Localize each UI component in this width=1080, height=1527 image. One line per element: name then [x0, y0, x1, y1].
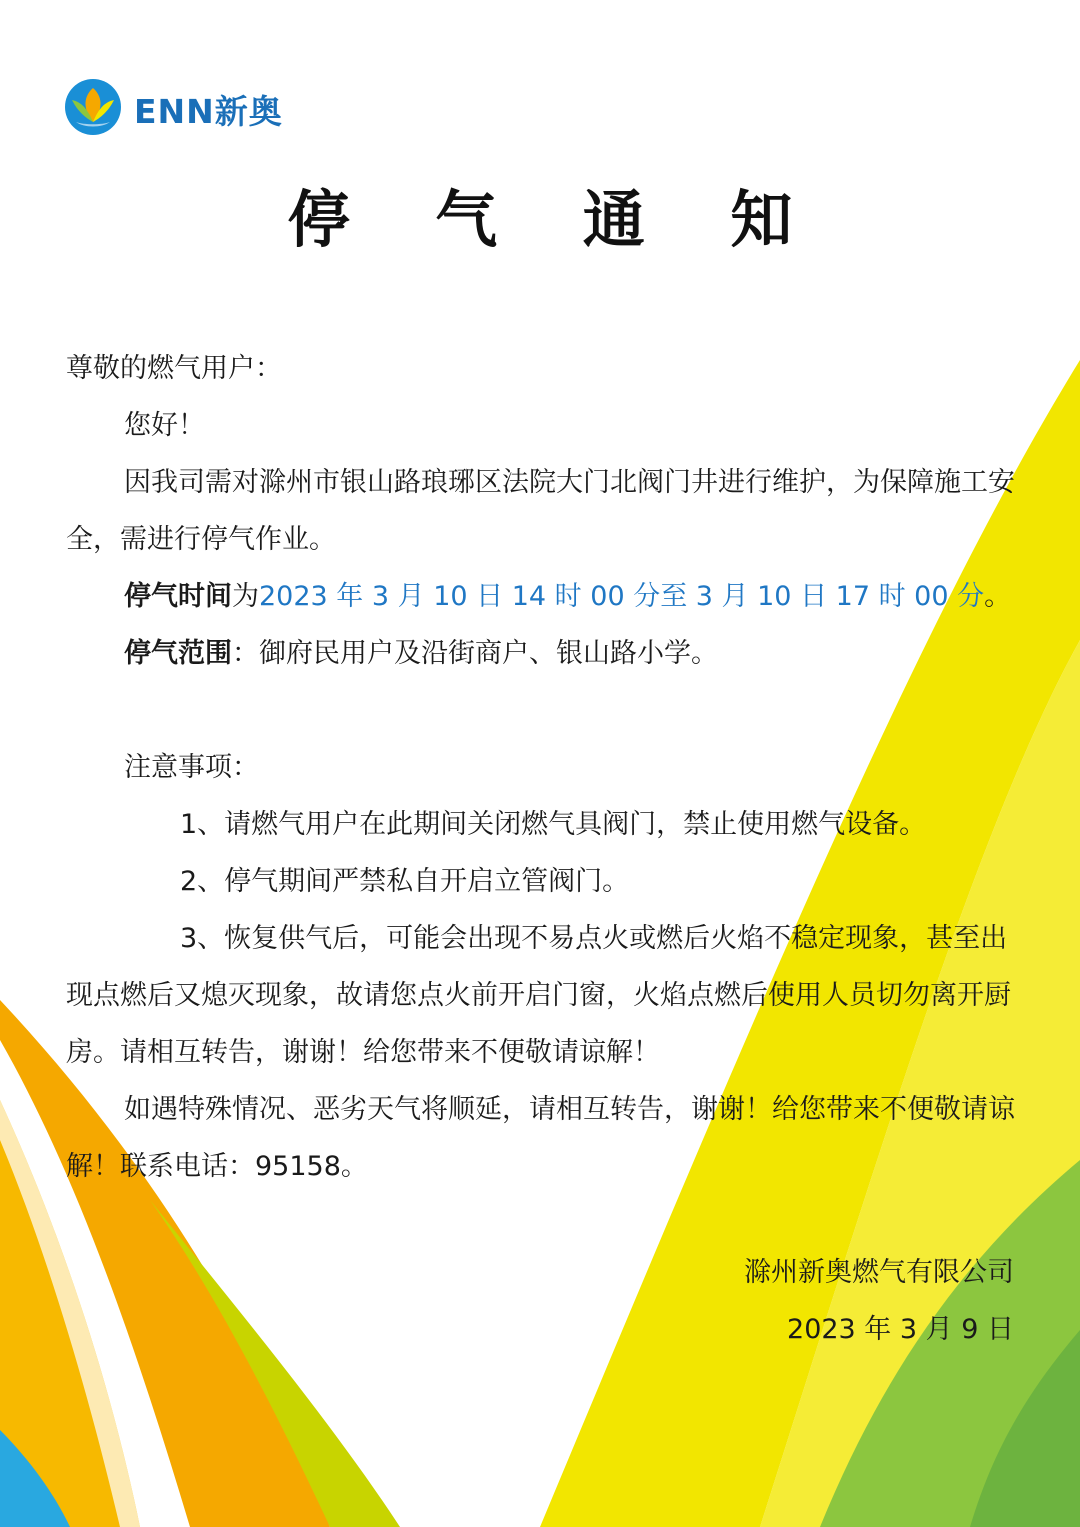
- greeting: 尊敬的燃气用户：: [66, 353, 282, 384]
- company-name: 滁州新奥燃气有限公司: [744, 1257, 1014, 1288]
- signature-block: [744, 1244, 1014, 1358]
- enn-logo: [64, 78, 294, 136]
- intro-paragraph: 因我司需对滁州市银山路琅琊区法院大门北阀门井进行维护，为保障施工安全，需进行停气作业。: [66, 467, 1015, 555]
- closing-paragraph: 如遇特殊情况、恶劣天气将顺延，请相互转告，谢谢！给您带来不便敬请谅解！联系电话：95158。: [66, 1094, 1015, 1182]
- salutation: 您好！: [124, 410, 205, 441]
- notice-body: [66, 340, 1016, 1195]
- outage-time-connector: 为: [232, 581, 259, 612]
- outage-time-value: 2023 年 3 月 10 日 14 时 00 分至 3 月 10 日 17 时 00 分: [259, 581, 985, 612]
- note-item: 3、恢复供气后，可能会出现不易点火或燃后火焰不稳定现象，甚至出现点燃后又熄灭现象，故请您点火前开启门窗，火焰点燃后使用人员切勿离开厨房。请相互转告，谢谢！给您带来不便敬请谅解！: [66, 923, 1011, 1068]
- brand-name: ENN新奥: [134, 92, 283, 131]
- outage-scope-value: ：御府民用户及沿街商户、银山路小学。: [232, 638, 718, 669]
- notice-title: 停 气 通 知: [287, 183, 825, 256]
- outage-time-end: 。: [984, 581, 1012, 612]
- outage-time-line: [66, 568, 1016, 625]
- outage-time-label: 停气时间: [124, 581, 232, 612]
- notes-heading: 注意事项：: [124, 752, 259, 783]
- outage-scope-label: 停气范围: [124, 638, 232, 669]
- note-item: 2、停气期间严禁私自开启立管阀门。: [180, 866, 630, 897]
- note-item: 1、请燃气用户在此期间关闭燃气具阀门，禁止使用燃气设备。: [180, 809, 927, 840]
- signature-date: 2023 年 3 月 9 日: [787, 1314, 1014, 1345]
- spacer: [66, 682, 1016, 739]
- enn-petal-logo-icon: [64, 78, 122, 136]
- outage-scope-line: [66, 625, 1016, 682]
